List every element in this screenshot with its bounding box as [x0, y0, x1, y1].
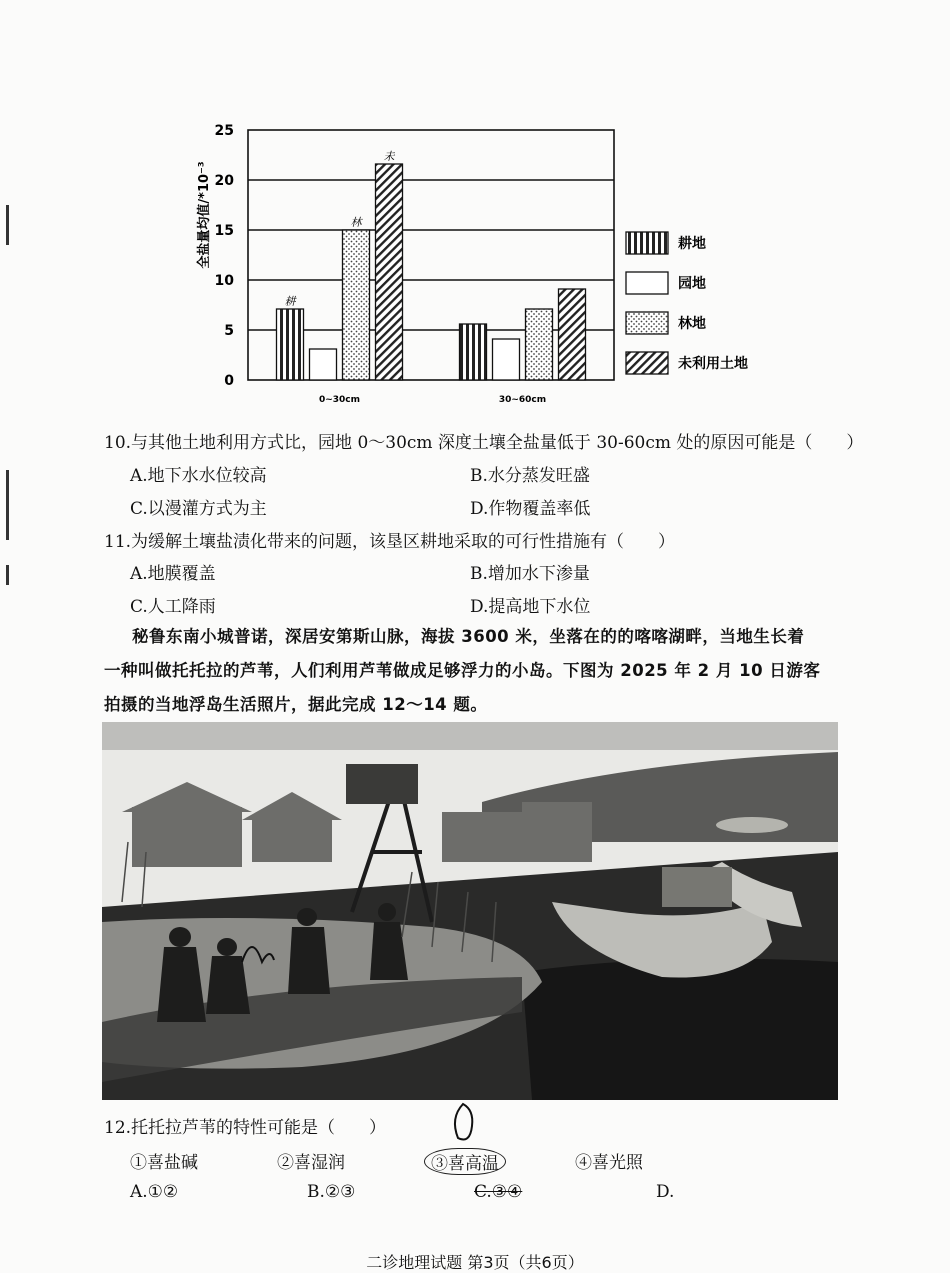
bar-2-1: [310, 349, 337, 380]
y-tick-label: 25: [214, 123, 234, 139]
passage-12-14: [104, 620, 839, 722]
question-12-item-3: ③喜高温: [424, 1148, 506, 1175]
question-11-stem: 11.为缓解土壤盐渍化带来的问题，该垦区耕地采取的可行性措施有（ ）: [104, 532, 676, 552]
handwritten-mark: [448, 1100, 478, 1148]
passage-line-3: 拍摄的当地浮岛生活照片，据此完成 12～14 题。: [104, 695, 488, 714]
bar-4-2: [559, 289, 586, 380]
question-11-option-b: B.增加水下渗量: [470, 564, 590, 584]
legend-label-1: 耕地: [678, 236, 706, 252]
question-12-item-2: ②喜湿润: [277, 1153, 345, 1173]
bar-4-1: [376, 164, 403, 380]
legend-label-4: 未利用土地: [678, 356, 748, 372]
bar-3-1: [343, 230, 370, 380]
passage-line-1: 秘鲁东南小城普诺，深居安第斯山脉，海拔 3600 米，坐落在的的喀喀湖畔，当地生长着: [132, 627, 805, 646]
legend-label-2: 园地: [678, 276, 706, 292]
y-tick-label: 20: [214, 173, 234, 189]
question-10-option-b: B.水分蒸发旺盛: [470, 466, 590, 486]
legend-swatch-4: [626, 352, 668, 374]
question-12-option-a: A.①②: [130, 1182, 179, 1202]
legend-swatch-2: [626, 272, 668, 294]
scan-edge-mark: [6, 565, 9, 585]
legend-label-3: 林地: [678, 316, 706, 332]
y-tick-label: 10: [214, 273, 234, 289]
question-12-stem: 12.托托拉芦苇的特性可能是（ ）: [104, 1118, 387, 1138]
legend-swatch-1: [626, 232, 668, 254]
y-axis-label: 全盐量均值/*10⁻³: [197, 161, 212, 269]
question-12-item-1: ①喜盐碱: [130, 1153, 198, 1173]
y-tick-label: 5: [224, 323, 234, 339]
passage-line-2: 一种叫做托托拉的芦苇，人们利用芦苇做成足够浮力的小岛。下图为 2025 年 2 月 10 日游客: [104, 661, 821, 680]
bar-2-2: [493, 339, 520, 380]
question-12-item-4: ④喜光照: [575, 1153, 643, 1173]
question-11-option-d: D.提高地下水位: [470, 597, 591, 617]
bar-3-2: [526, 309, 553, 380]
salt-content-bar-chart: [190, 120, 790, 410]
question-12-option-d: D.: [656, 1182, 675, 1202]
page-footer: 二诊地理试题 第3页（共6页）: [366, 1253, 584, 1272]
question-10-option-a: A.地下水水位较高: [130, 466, 267, 486]
question-11-option-a: A.地膜覆盖: [130, 564, 216, 584]
question-10-stem: 10.与其他土地利用方式比，园地 0～30cm 深度土壤全盐量低于 30-60cm 处的原因可能是（ ）: [104, 433, 864, 453]
x-tick-label: 30~60cm: [498, 395, 547, 405]
legend-swatch-3: [626, 312, 668, 334]
scan-edge-mark: [6, 470, 9, 540]
bar-1-2: [460, 324, 487, 380]
handwritten-annotation: 耕: [284, 295, 296, 308]
floating-island-photo: [102, 722, 838, 1100]
bar-1-1: [277, 309, 304, 380]
handwritten-annotation: 林: [350, 216, 362, 229]
question-12-option-b: B.②③: [307, 1182, 356, 1202]
question-11-option-c: C.人工降雨: [130, 597, 216, 617]
question-10-option-d: D.作物覆盖率低: [470, 499, 591, 519]
handwritten-annotation: 未: [383, 150, 395, 163]
y-tick-label: 0: [224, 373, 234, 389]
y-tick-label: 15: [214, 223, 234, 239]
question-12-option-c: C.③④: [474, 1182, 523, 1202]
question-10-option-c: C.以漫灌方式为主: [130, 499, 267, 519]
x-tick-label: 0~30cm: [318, 395, 361, 405]
scan-edge-mark: [6, 205, 9, 245]
